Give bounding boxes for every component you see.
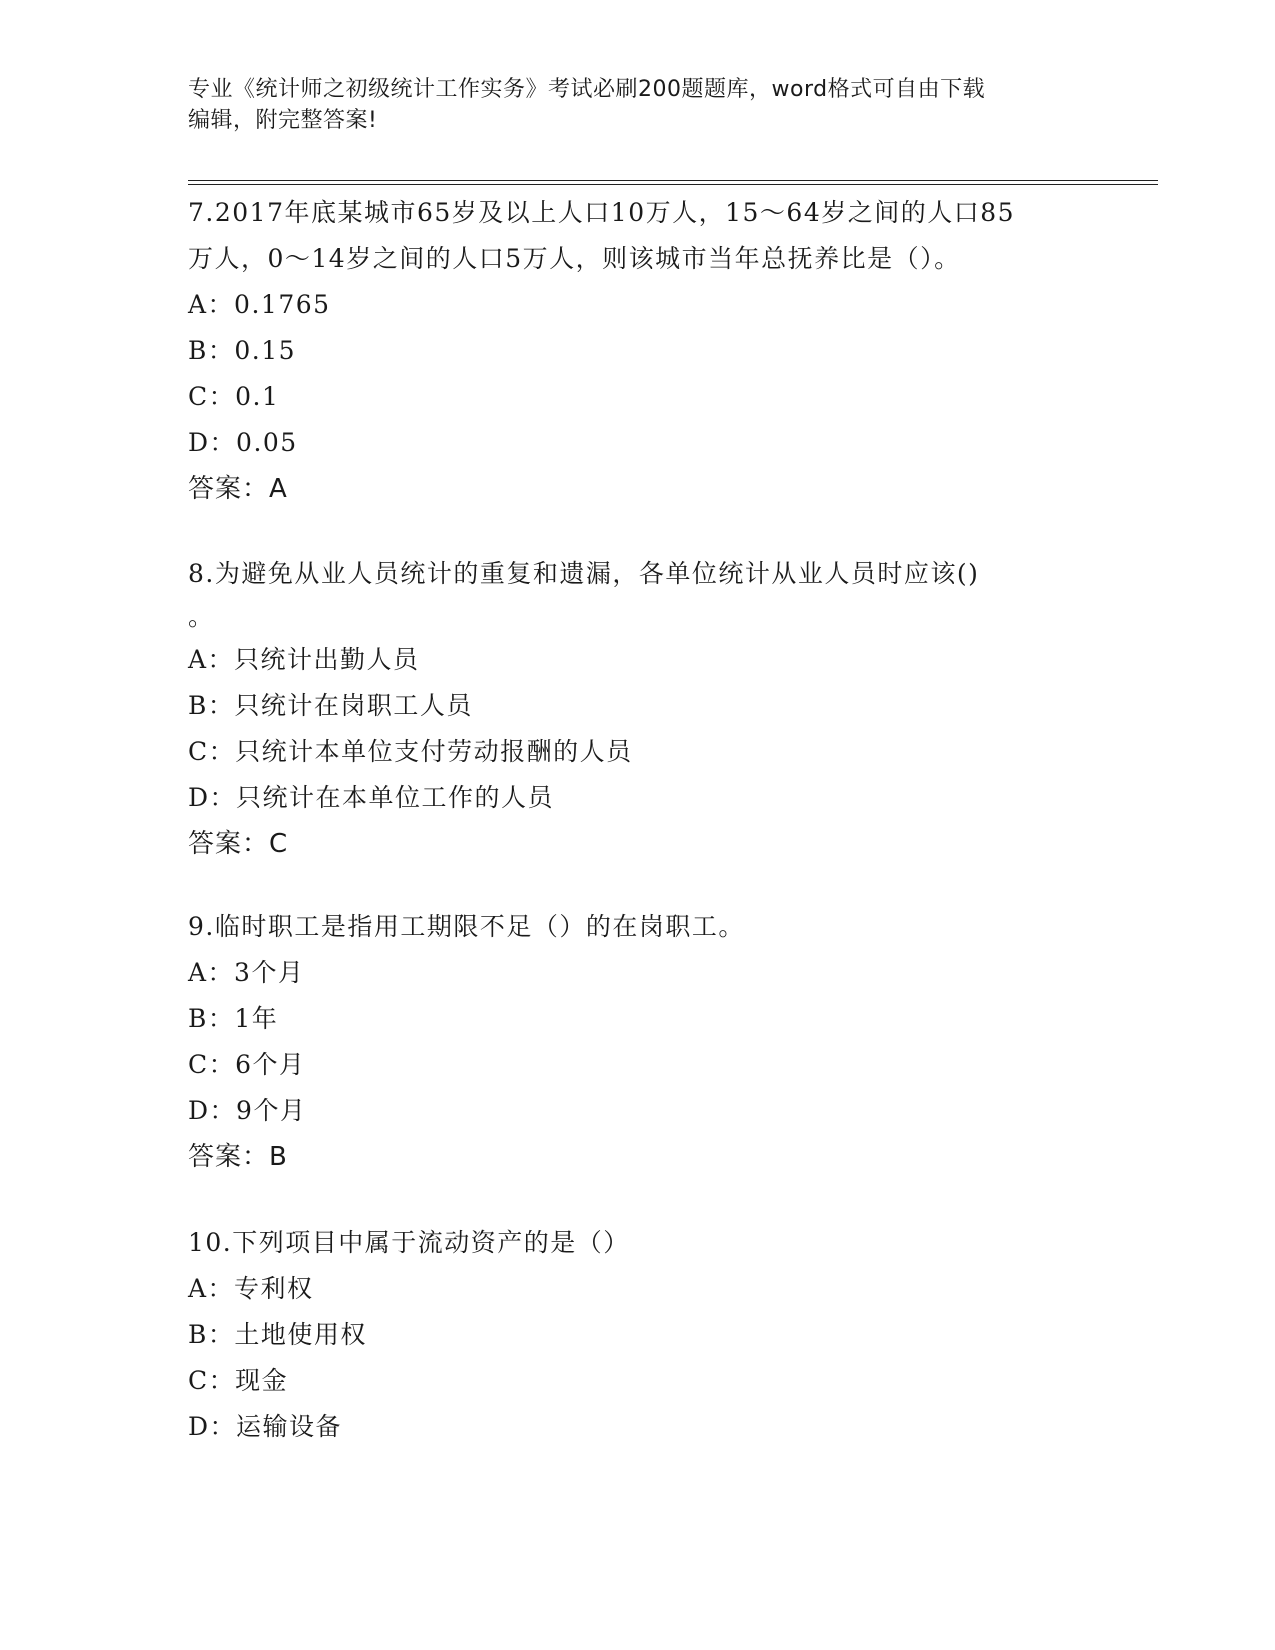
option-c: C：只统计本单位支付劳动报酬的人员	[188, 737, 633, 766]
option-b: B：只统计在岗职工人员	[188, 691, 473, 720]
question-stem-line: 10.下列项目中属于流动资产的是（）	[188, 1228, 630, 1257]
question-stem-line: 8.为避免从业人员统计的重复和遗漏，各单位统计从业人员时应该()	[188, 559, 980, 588]
question-stem-line: 7.2017年底某城市65岁及以上人口10万人，15～64岁之间的人口85	[188, 198, 1016, 227]
answer: 答案：A	[188, 474, 288, 504]
document-header	[188, 74, 1088, 136]
question-9	[188, 904, 1088, 1180]
option-b: B：0.15	[188, 336, 297, 365]
question-stem-line: 。	[188, 602, 215, 631]
option-d: D：0.05	[188, 428, 298, 457]
option-a: A：专利权	[188, 1274, 314, 1303]
option-d: D：运输设备	[188, 1412, 343, 1441]
question-7	[188, 190, 1088, 512]
option-b: B：1年	[188, 1004, 279, 1033]
option-c: C：现金	[188, 1366, 289, 1395]
option-c: C：0.1	[188, 382, 280, 411]
question-stem-line: 9.临时职工是指用工期限不足（）的在岗职工。	[188, 912, 745, 941]
option-a: A：3个月	[188, 958, 305, 987]
header-line-1: 专业《统计师之初级统计工作实务》考试必刷200题题库，word格式可自由下载	[188, 77, 986, 102]
question-8	[188, 551, 1088, 867]
option-b: B：土地使用权	[188, 1320, 367, 1349]
option-c: C：6个月	[188, 1050, 306, 1079]
option-d: D：只统计在本单位工作的人员	[188, 783, 555, 812]
question-stem-line: 万人，0～14岁之间的人口5万人，则该城市当年总抚养比是（）。	[188, 244, 961, 273]
option-d: D：9个月	[188, 1096, 307, 1125]
header-line-2: 编辑，附完整答案!	[188, 108, 378, 133]
option-a: A：0.1765	[188, 290, 331, 319]
header-divider-top	[188, 180, 1158, 181]
answer: 答案：C	[188, 829, 289, 859]
question-10	[188, 1220, 1088, 1450]
answer: 答案：B	[188, 1142, 288, 1172]
option-a: A：只统计出勤人员	[188, 645, 420, 674]
header-divider-bottom	[188, 184, 1158, 185]
